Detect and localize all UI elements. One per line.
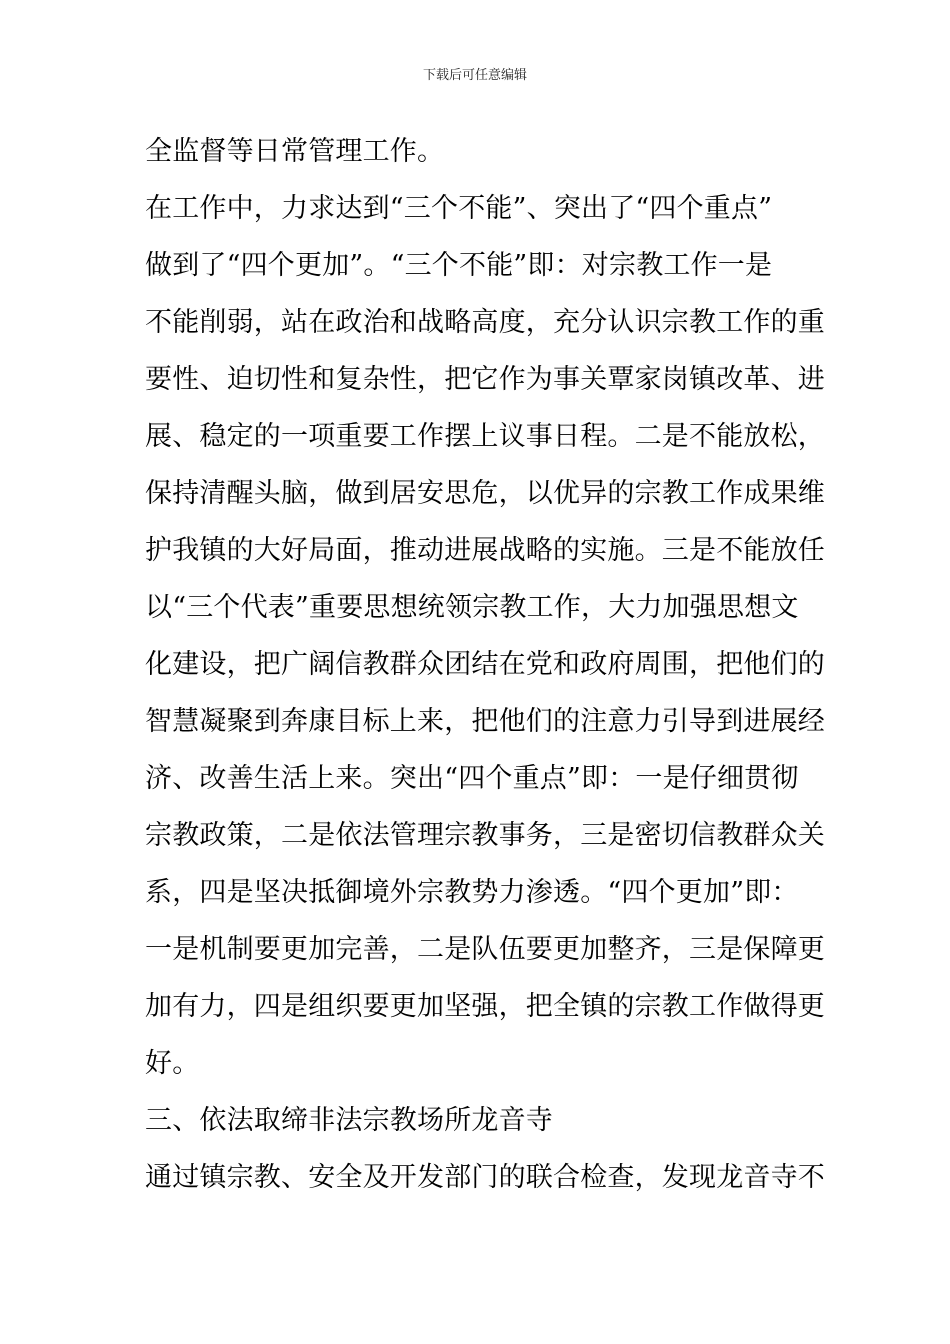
text-line: 系，四是坚决抵御境外宗教势力渗透。“四个更加”即： xyxy=(145,877,799,908)
text-line: 要性、迫切性和复杂性，把它作为事关覃家岗镇改革、进 xyxy=(145,364,825,395)
text-line: 保持清醒头脑，做到居安思危，以优异的宗教工作成果维 xyxy=(145,478,825,509)
text-line: 做到了“四个更加”。“三个不能”即：对宗教工作一是 xyxy=(145,250,773,281)
header-note: 下载后可任意编辑 xyxy=(422,68,527,83)
text-line: 加有力，四是组织要更加坚强，把全镇的宗教工作做得更 xyxy=(145,991,825,1022)
text-line: 展、稳定的一项重要工作摆上议事日程。二是不能放松， xyxy=(145,421,825,452)
text-line: 在工作中，力求达到“三个不能”、突出了“四个重点” xyxy=(145,193,773,224)
text-line: 智慧凝聚到奔康目标上来，把他们的注意力引导到进展经 xyxy=(145,706,825,737)
section-heading: 三、依法取缔非法宗教场所龙音寺 xyxy=(145,1105,553,1136)
text-line: 济、改善生活上来。突出“四个重点”即：一是仔细贯彻 xyxy=(145,763,799,794)
text-line: 全监督等日常管理工作。 xyxy=(145,136,445,167)
text-line: 通过镇宗教、安全及开发部门的联合检查，发现龙音寺不 xyxy=(145,1162,825,1193)
text-line: 护我镇的大好局面，推动进展战略的实施。三是不能放任 xyxy=(145,535,825,566)
text-line: 不能削弱，站在政治和战略高度，充分认识宗教工作的重 xyxy=(145,307,825,338)
text-line: 好。 xyxy=(145,1048,200,1079)
text-line: 以“三个代表”重要思想统领宗教工作，大力加强思想文 xyxy=(145,592,799,623)
text-line: 一是机制要更加完善，二是队伍要更加整齐，三是保障更 xyxy=(145,934,825,965)
text-line: 化建设，把广阔信教群众团结在党和政府周围，把他们的 xyxy=(145,649,825,680)
text-line: 宗教政策，二是依法管理宗教事务，三是密切信教群众关 xyxy=(145,820,825,851)
